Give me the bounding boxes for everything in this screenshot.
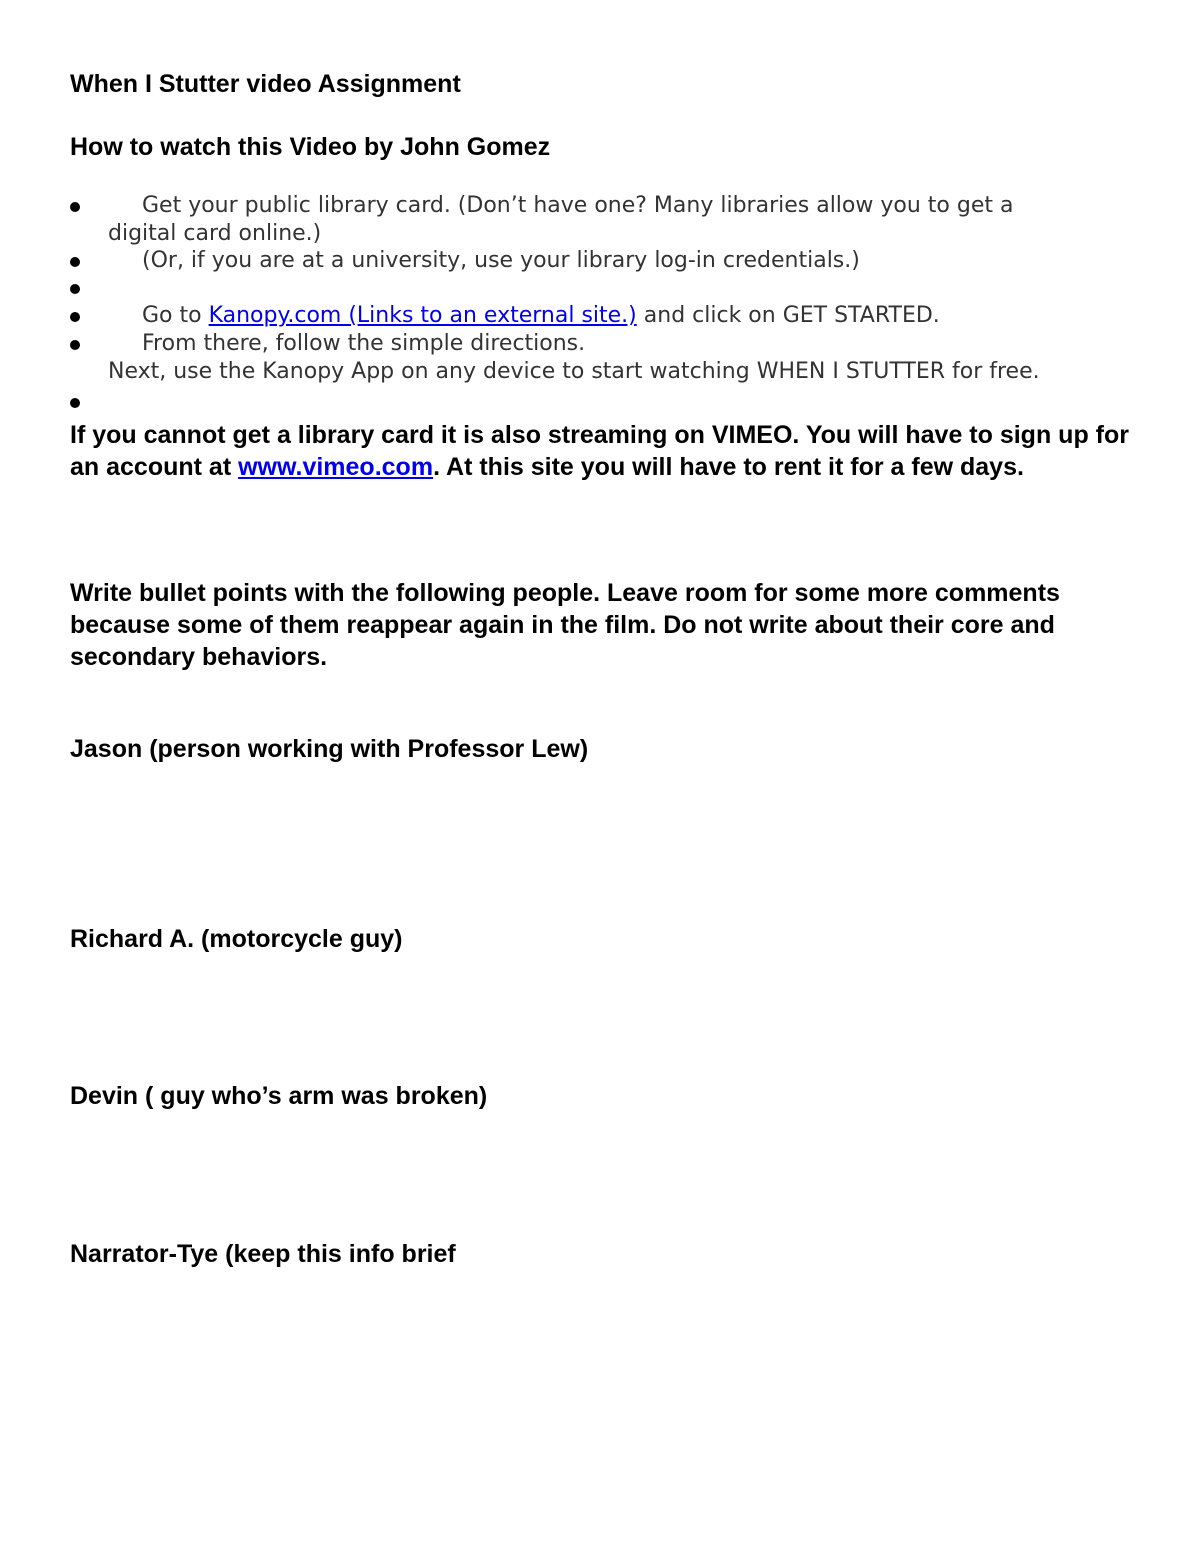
instruction-item-4-prefix: Go to <box>142 303 202 328</box>
vimeo-text-after: . At this site you will have to rent it for a few days. <box>433 453 1024 481</box>
bullet-3 <box>70 284 80 294</box>
vimeo-text-before: If you cannot get a library card it is also streaming on VIMEO. You will have to sign up for an account at <box>70 421 1129 481</box>
person-narrator-heading: Narrator-Tye (keep this info brief <box>70 1240 456 1268</box>
document-title: When I Stutter video Assignment <box>70 70 461 98</box>
instruction-item-2: (Or, if you are at a university, use your library log-in credentials.) <box>142 248 860 273</box>
instruction-item-1-line-1: Get your public library card. (Don’t have one? Many libraries allow you to get a <box>142 193 1014 218</box>
instruction-item-4 <box>142 303 940 328</box>
person-jason-heading: Jason (person working with Professor Lew) <box>70 735 589 763</box>
instruction-next-line: Next, use the Kanopy App on any device to start watching WHEN I STUTTER for free. <box>108 359 1040 384</box>
person-devin-heading: Devin ( guy who’s arm was broken) <box>70 1082 488 1110</box>
bullet-4 <box>70 312 80 322</box>
kanopy-link[interactable]: Kanopy.com (Links to an external site.) <box>208 303 637 328</box>
vimeo-link[interactable]: www.vimeo.com <box>238 453 434 481</box>
person-richard-heading: Richard A. (motorcycle guy) <box>70 925 403 953</box>
instruction-item-4-suffix: and click on GET STARTED. <box>643 303 940 328</box>
bullet-1 <box>70 202 80 212</box>
bullet-2 <box>70 257 80 267</box>
document-subtitle: How to watch this Video by John Gomez <box>70 133 551 161</box>
instruction-item-5: From there, follow the simple directions. <box>142 331 586 356</box>
instruction-item-1-line-2: digital card online.) <box>108 221 322 246</box>
bullet-6 <box>70 398 80 408</box>
task-paragraph: Write bullet points with the following people. Leave room for some more comments because some of them reappear again in the film. Do not write about their core and secondary behaviors. <box>70 579 1060 671</box>
bullet-5 <box>70 340 80 350</box>
vimeo-paragraph <box>70 419 1140 483</box>
